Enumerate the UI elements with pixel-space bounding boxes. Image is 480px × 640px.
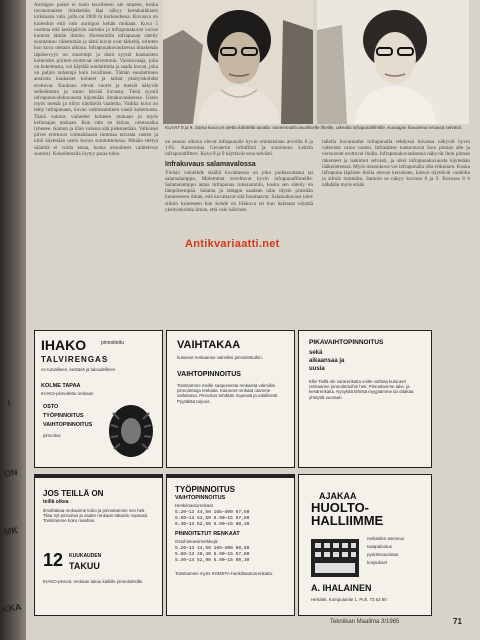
left-edge-text: KKA (1, 601, 23, 615)
jos-body: Ilmoittakaa renkaanne koko ja pinnoitamme sen heti. Tilaa nyt pinnoitus ja saatte renkaan takaisin nopeasti. Toimitamme koko maahan. (43, 508, 149, 524)
tyopinnoitus-sub: VAIHTOPINNOITUS (175, 495, 226, 501)
vaihtakaa-sub: kuluneet renkaanne valmiiksi pinnoitettuihin. (177, 355, 263, 360)
left-edge-text: MK (3, 525, 19, 537)
column-2-intro: on asunut ulkona olevat infrapunalle hyvin ominaistaan arvoilla 8 ja 1:85. Kameroina Gevaertin infrafilmi ja suotimena Leitzin infrapunafiltteri. Kuva 8 ja 9 näyttävät eroa selvästi. (165, 139, 313, 158)
section-heading: Infrakuvaus salamavalossa (165, 160, 256, 168)
journal-footer: Tekniikan Maailma 3/1965 (330, 619, 400, 625)
ad-ihako (34, 330, 163, 468)
article-column-1: Auringon paiste ei tosin tavallisesti ole tarpeen, koska tavanomaisen ilmakehän läpi näkyy kertakaikkisen kirkkaana valo, jolla on 2000 m korkeudessa. Kuvaava on kuitenkin että valo auringon kehän mukaan. Kuva 5 osoittaa että keskipäivän aurinko ja infrapunakuvat voivat kumota tämän ilmiön. Horisontilla infrapunan säteily suuntautuu vähemmän ja tästä kuvat ovat tärkeitä, eritoten kun kuva otetaan ulkona. Infrapunakuvauksessa ilmakehän läpäisevyys on suurempi ja tästä syystä kaukaisten kohteiden piirteet erottuvat selvemmin. Valokuvaaja, jolla on kokemusta, voi käyttää suodattimia ja saada kuvan, joka on paljon tarkempi kuin tavallinen. Tämän suodattimen ansiosta kaukaiset kohteet ja tarkat yksityiskohdat erottuvat. Kaukana olevat vuoret ja metsät näkyvät selkeämmin ja sumu häviää kuvasta. Tästä syystä infrapunavalokuvausta käytetään ilmakuvauksessa. Usein myös metsät ja niityt näyttävät vaaleilta. Vaikka kuva on tehty infrapunaan, kuvan valmistaminen vaatii kokemusta. Tämä valotus vaihtelee kohteen mukaan ja myös kellonajan mukaan. Kun valo on kirkas, valotusaika lyhenee. Aamun ja illan valossa sitä pidennetään. Valkoiset pilvet erottuvat voimakkaasti tummaa taivasta vasten ja niitä käytetään usein kuvan sommittelussa. Mitään tiettyä sääntöä ei voida antaa, koska olosuhteet vaihtelevat suuresti. Kokeilemalla löytyy paras tulos. (34, 2, 158, 157)
vaihtakaa-body: Toimitamme meille saapuneista renkaista valmiiksi pinnoitettuja renkaita. Kuluneet renkaat otamme vaihdossa. Pinnoitus tehdään nopeasti ja edullisesti. Pyytäkää tarjous. (177, 383, 279, 404)
jos-footer: IHAKO-pinnoit. renkaan takuu kaikille pinnoituksille. (43, 579, 144, 584)
ihako-option: VAIHTOPINNOITUS (43, 422, 93, 428)
page-number: 71 (453, 617, 462, 626)
ad-pikavaihto (298, 330, 432, 468)
ad-vaihtakaa (166, 330, 295, 468)
ihako-sub1: pinnoitettu (101, 340, 125, 346)
halli-service-item: pyöränsuuntaus (367, 552, 399, 557)
pikavaihto-sub: uusia (309, 366, 325, 372)
tyopinnoitus-title: TYÖPINNOITUS (175, 485, 236, 494)
ihako-options (43, 403, 92, 430)
price-row: 6.40—13 62,50 5.90—15 60,30 (175, 522, 250, 527)
jos-title: JOS TEILLÄ ON (43, 489, 104, 498)
ihako-option: OSTO (43, 404, 59, 410)
price-table (175, 510, 249, 528)
ad-tyopinnoitus (166, 474, 295, 616)
article-column-3: tallella kuvaruudut infrapunalla tehdyssä kuvassa näkyvät hyvin valkoista valoa vasten. Infrasäteet tunkeutuvat ihon pinnan alle ja verisuonet erottuvat iholla. Infrapunakuvauksessa näkyvät ihon pinnan rakenteet ja laskimot selvästi, ja siksi infrapunakuvausta käytetään lääketieteessä. Myös muotokuva voi infrapunalla olla erikoinen. Koska infrapuna läpäisee iholla olevan kerroksen, kasvot näyttävät vaaleilta ja silmät tummilta. Samoin se näkyy kuvissa 8 ja 9. Kuvassa 8 b nähdään myös erään (322, 139, 470, 189)
ad-top-bar (35, 475, 162, 478)
pikavaihto-sub: sekä (309, 350, 323, 356)
halli-service-item: renkaiden asennus (367, 536, 405, 541)
ihako-logo: IHAKO (41, 337, 87, 353)
halli-address: Helsinki, Kumpulantie 1, Puh. 73 53 60 (311, 597, 387, 602)
left-page-edge (2, 398, 26, 638)
pikavaihto-body: Ellei Teillä ole vararenkaita voitte vaihtaa kuluneet renkaanne pinnoitettuihin heti. Pinnoitamme talvi- ja kesärenkaita. Kysykää lähintä myyjäämme tai ottakaa yhteyttä suoraan. (309, 379, 414, 400)
tyopinnoitus-mid1: PINNOITETUT RENKAAT (175, 531, 240, 537)
ad-top-bar (167, 475, 294, 478)
left-edge-text: ON (3, 467, 19, 479)
pikavaihto-sub: aikaansaa ja (309, 358, 345, 364)
vaihtakaa-title: VAIHTAKAA (177, 339, 241, 351)
column-2-body: Yleisin valolähde sisällä kuvattaessa on joko puikkosalama tai salamalamppu. Molemmat soveltuvat hyvin infrapunafilmeille. Salamalamppu antaa infrapunaa runsaammin, koska sen säteily on lämpöisempää. Salama ja lamppu saadaan näin täysin pimeään huoneeseen ilman, että kuvattavat sitä huomaavat. Salamakuvaus tulee silloin kyseeseen kun kohde on liikkuva tai kun halutaan näyttää yksityiskohtia ilman, että valo häiritsee. (165, 169, 313, 213)
ihako-body: IHAKO-pinnoitettu renkaan (41, 391, 94, 396)
halli-title-1: HUOLTO- (311, 500, 370, 515)
halli-service-item: korjaukset (367, 560, 388, 565)
price-heading: Henkilöautorenkaat (175, 503, 213, 508)
ihako-heading: KOLME TAPAA (41, 383, 81, 389)
vaihtakaa-heading: VAIHTOPINNOITUS (177, 371, 241, 378)
halli-title (311, 501, 383, 527)
ad-huoltohalli (298, 474, 432, 616)
ihako-title: TALVIRENGAS (41, 355, 109, 364)
article-column-2 (165, 139, 313, 325)
price-row: 5.40—14 52,90 5.90—15 60,30 (175, 558, 250, 563)
warranty-label-2: TAKUU (69, 561, 100, 571)
tire-icon (107, 403, 155, 459)
price-row: 5.20—13 44,50 165—400 67,50 (175, 510, 250, 515)
watermark-text: Antikvariaatti.net (185, 238, 280, 250)
ihako-tagline: on turvallinen, kestävä ja taloudellinen (41, 367, 116, 372)
price-row: 5.60—13 49,40 5.90—15 57,80 (175, 552, 250, 557)
price-row: 5.20—13 44,50 165—400 60,80 (175, 546, 250, 551)
warranty-months: 12 (43, 550, 64, 570)
halli-service-item: tasapainotus (367, 544, 392, 549)
tyopinnoitus-mid2: Ostohintoesimerkkejä: (175, 539, 219, 544)
pikavaihto-subs (309, 349, 344, 373)
left-edge-text: I (7, 397, 12, 409)
halli-services (367, 535, 404, 567)
photo-caption: KUVAT 8 ja 9. Sama kuva on otettu kahdella tavalla: vasemmalla tavalliselle filmille, oikealla infrapunafilmille. Kuvaajan havainnot eroavat selvästi. (165, 125, 463, 130)
halli-title-2: HALLIIMME (311, 513, 384, 528)
price-table (175, 546, 249, 564)
price-row: 5.60—13 53,50 5.90—15 57,80 (175, 516, 250, 521)
portrait-photo-normal (163, 0, 313, 124)
jos-sub: teillä oikea (43, 499, 69, 505)
halli-brand: A. IHALAINEN (311, 583, 372, 593)
warranty-label-1: KUUKAUDEN (69, 553, 102, 559)
building-icon (309, 533, 361, 579)
ad-jos (34, 474, 163, 616)
ihako-option: TYÖPINNOITUS (43, 413, 84, 419)
halli-top: AJAKAA (319, 491, 357, 501)
ihako-bottom: pinnoitus (43, 433, 61, 438)
pikavaihto-title: PIKAVAIHTOPINNOITUS (309, 339, 384, 346)
portrait-photo-infrared (317, 0, 469, 124)
tyopinnoitus-note: Toimitamme myös KOMETA-henkilöautonrenkaita. (175, 571, 274, 576)
